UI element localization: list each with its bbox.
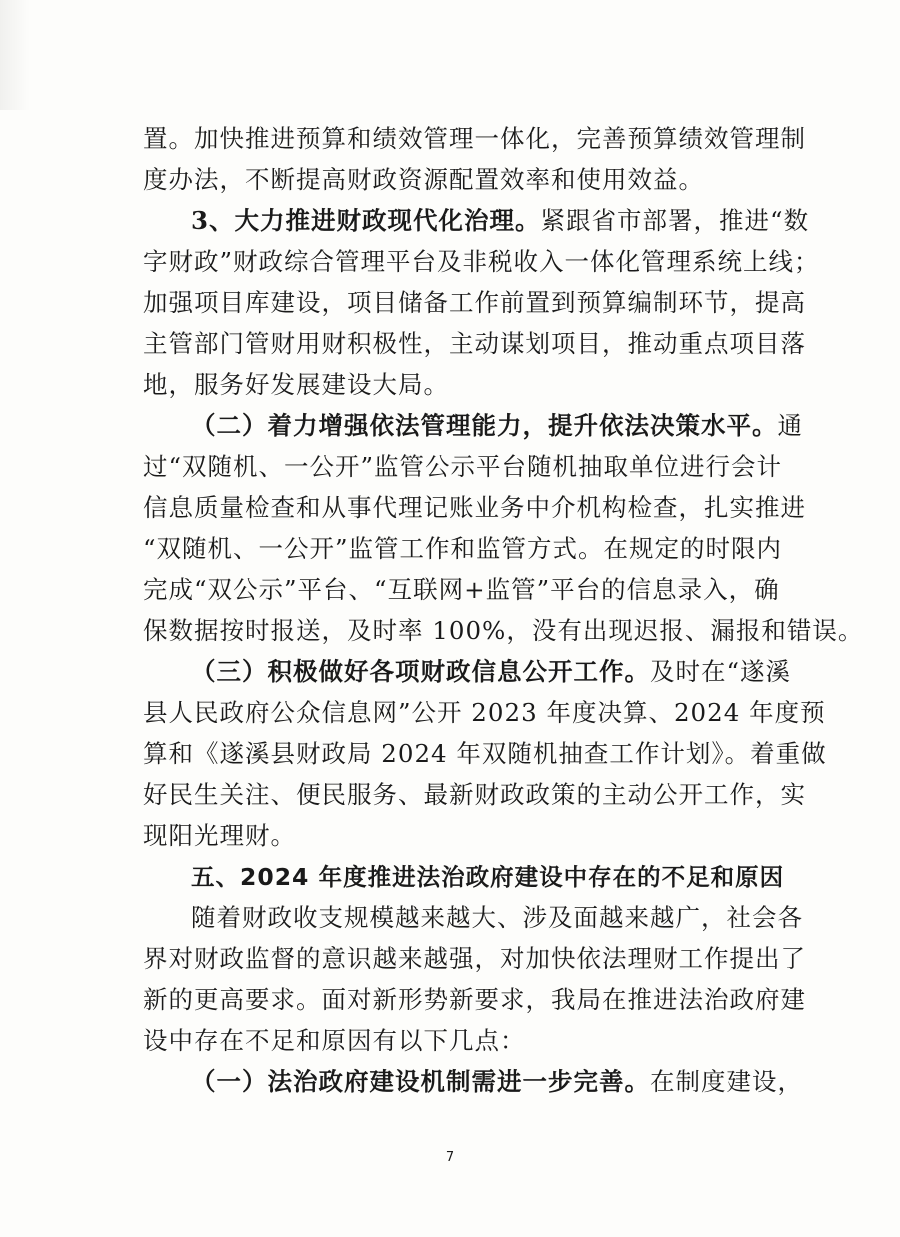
text-line: 完成“双公示”平台、“互联网+监管”平台的信息录入，确 xyxy=(143,575,780,604)
text-line: “双随机、一公开”监管工作和监管方式。在规定的时限内 xyxy=(143,534,783,563)
section-5-1-heading: （一）法治政府建设机制需进一步完善。 xyxy=(191,1067,650,1096)
paragraph-item-3-first-line xyxy=(191,204,810,238)
text-line: 过“双随机、一公开”监管公示平台随机抽取单位进行会计 xyxy=(143,452,783,481)
section-3-first-line xyxy=(191,655,792,689)
text-line: 界对财政监督的意识越来越强，对加快依法理财工作提出了 xyxy=(143,944,806,973)
section-3-heading: （三）积极做好各项财政信息公开工作。 xyxy=(191,657,650,686)
item-3-heading: 3、大力推进财政现代化治理。 xyxy=(191,206,541,235)
text-line: 字财政”财政综合管理平台及非税收入一体化管理系统上线； xyxy=(143,247,820,276)
text-line: 新的更高要求。面对新形势新要求，我局在推进法治政府建 xyxy=(143,985,806,1014)
section-2-first-line xyxy=(191,409,803,443)
item-3-text: 紧跟省市部署，推进“数 xyxy=(540,206,810,235)
text-line: 保数据按时报送，及时率 100%，没有出现迟报、漏报和错误。 xyxy=(143,616,864,645)
text-line: 县人民政府公众信息网”公开 2023 年度决算、2024 年度预 xyxy=(143,698,826,727)
text-line: 信息质量检查和从事代理记账业务中介机构检查，扎实推进 xyxy=(143,493,806,522)
text-line: 算和《遂溪县财政局 2024 年双随机抽查工作计划》。着重做 xyxy=(143,739,827,768)
text-line: 置。加快推进预算和绩效管理一体化，完善预算绩效管理制 xyxy=(143,124,806,153)
section-5-1-text: 在制度建设， xyxy=(650,1067,803,1096)
text-line: 随着财政收支规模越来越大、涉及面越来越广，社会各 xyxy=(191,903,803,932)
section-3-text: 及时在“遂溪 xyxy=(650,657,792,686)
text-line: 地，服务好发展建设大局。 xyxy=(143,370,449,399)
section-2-heading: （二）着力增强依法管理能力，提升依法决策水平。 xyxy=(191,411,778,440)
text-line: 度办法，不断提高财政资源配置效率和使用效益。 xyxy=(143,165,704,194)
section-heading-5: 五、2024 年度推进法治政府建设中存在的不足和原因 xyxy=(191,863,785,891)
section-5-1-first-line xyxy=(191,1065,803,1099)
text-line: 设中存在不足和原因有以下几点： xyxy=(143,1026,526,1055)
text-line: 加强项目库建设，项目储备工作前置到预算编制环节，提高 xyxy=(143,288,806,317)
section-2-text: 通 xyxy=(777,411,803,440)
text-line: 现阳光理财。 xyxy=(143,821,296,850)
scan-shadow xyxy=(0,0,30,110)
text-line: 主管部门管财用财积极性，主动谋划项目，推动重点项目落 xyxy=(143,329,806,358)
page-number: 7 xyxy=(445,1150,455,1165)
text-line: 好民生关注、便民服务、最新财政政策的主动公开工作，实 xyxy=(143,780,806,809)
